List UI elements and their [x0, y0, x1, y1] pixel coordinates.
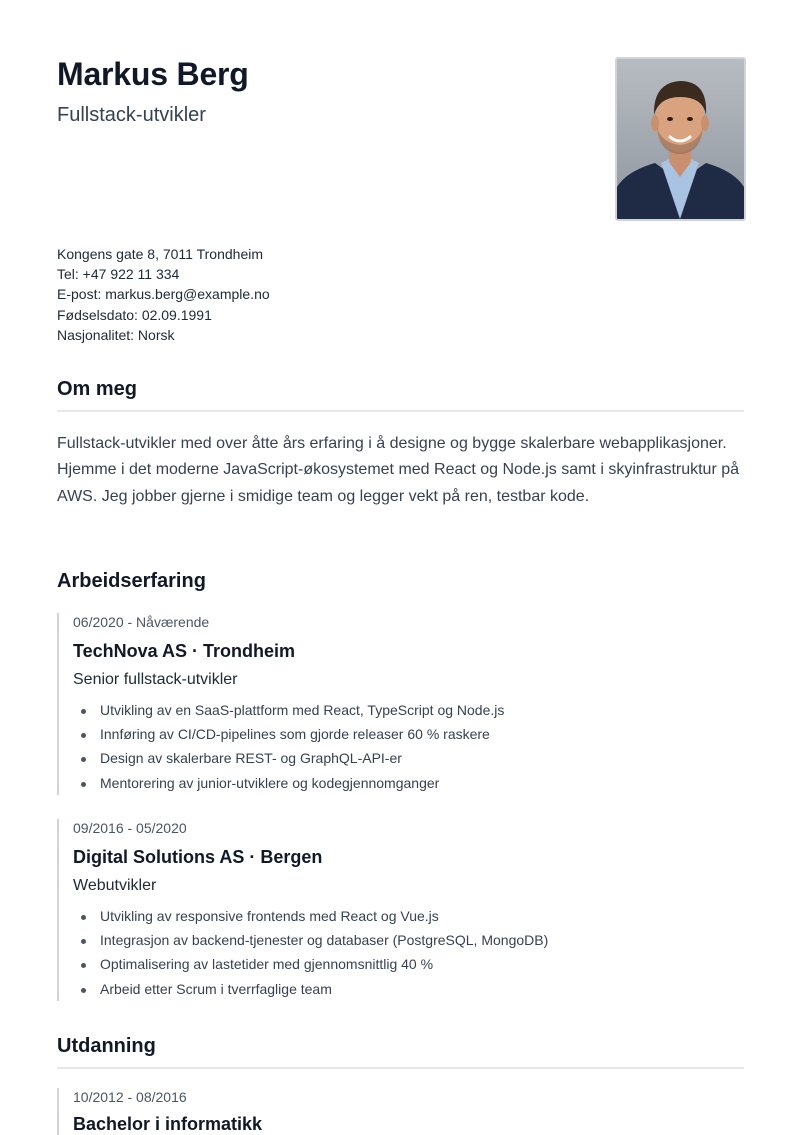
job-date: 09/2016 - 05/2020 — [73, 820, 187, 836]
contact-address: Kongens gate 8, 7011 Trondheim — [57, 246, 264, 262]
contact-phone: Tel: +47 922 11 334 — [57, 266, 180, 283]
list-item: Design av skalerbare REST- og GraphQL-API-er — [73, 746, 744, 770]
profile-photo — [615, 57, 746, 221]
education-heading: Utdanning — [57, 1035, 744, 1069]
person-name: Markus Berg — [57, 56, 249, 92]
job-bullet-list — [73, 904, 744, 1001]
job-title: Fullstack-utvikler — [57, 104, 206, 126]
education-date: 10/2012 - 08/2016 — [73, 1089, 187, 1105]
contact-block — [57, 244, 270, 345]
job-bullet-list — [73, 698, 744, 795]
contact-email: E-post: markus.berg@example.no — [57, 286, 270, 303]
list-item: Integrasjon av backend-tjenester og databaser (PostgreSQL, MongoDB) — [73, 928, 744, 952]
list-item: Utvikling av responsive frontends med React og Vue.js — [73, 904, 744, 928]
contact-birthdate: Fødselsdato: 02.09.1991 — [57, 306, 212, 323]
job-company: TechNova AS · Trondheim — [73, 641, 296, 661]
job-date: 06/2020 - Nåværende — [73, 614, 210, 630]
list-item: Innføring av CI/CD-pipelines som gjorde releaser 60 % raskere — [73, 722, 744, 746]
job-entry — [57, 613, 744, 795]
list-item: Optimalisering av lastetider med gjennomsnittlig 40 % — [73, 952, 744, 976]
education-entry — [57, 1088, 744, 1135]
job-entry — [57, 819, 744, 1001]
job-company: Digital Solutions AS · Bergen — [73, 847, 323, 867]
job-role: Webutvikler — [73, 877, 157, 894]
about-text: Fullstack-utvikler med over åtte års erfaring i å designe og bygge skalerbare webapplikasjoner. Hjemme i det moderne JavaScript-økosystemet med React og Node.js samt i skyinfrastruktur på AWS. Jeg jobber gjerne i smidige team og legger vekt på ren, testbar kode. — [57, 435, 740, 505]
list-item: Utvikling av en SaaS-plattform med React, TypeScript og Node.js — [73, 698, 744, 722]
about-heading: Om meg — [57, 378, 744, 412]
experience-heading: Arbeidserfaring — [57, 570, 206, 592]
job-role: Senior fullstack-utvikler — [73, 671, 238, 688]
contact-nationality: Nasjonalitet: Norsk — [57, 326, 175, 343]
list-item: Arbeid etter Scrum i tverrfaglige team — [73, 977, 744, 1001]
education-degree: Bachelor i informatikk — [73, 1114, 263, 1134]
list-item: Mentorering av junior-utviklere og kodegjennomganger — [73, 771, 744, 795]
